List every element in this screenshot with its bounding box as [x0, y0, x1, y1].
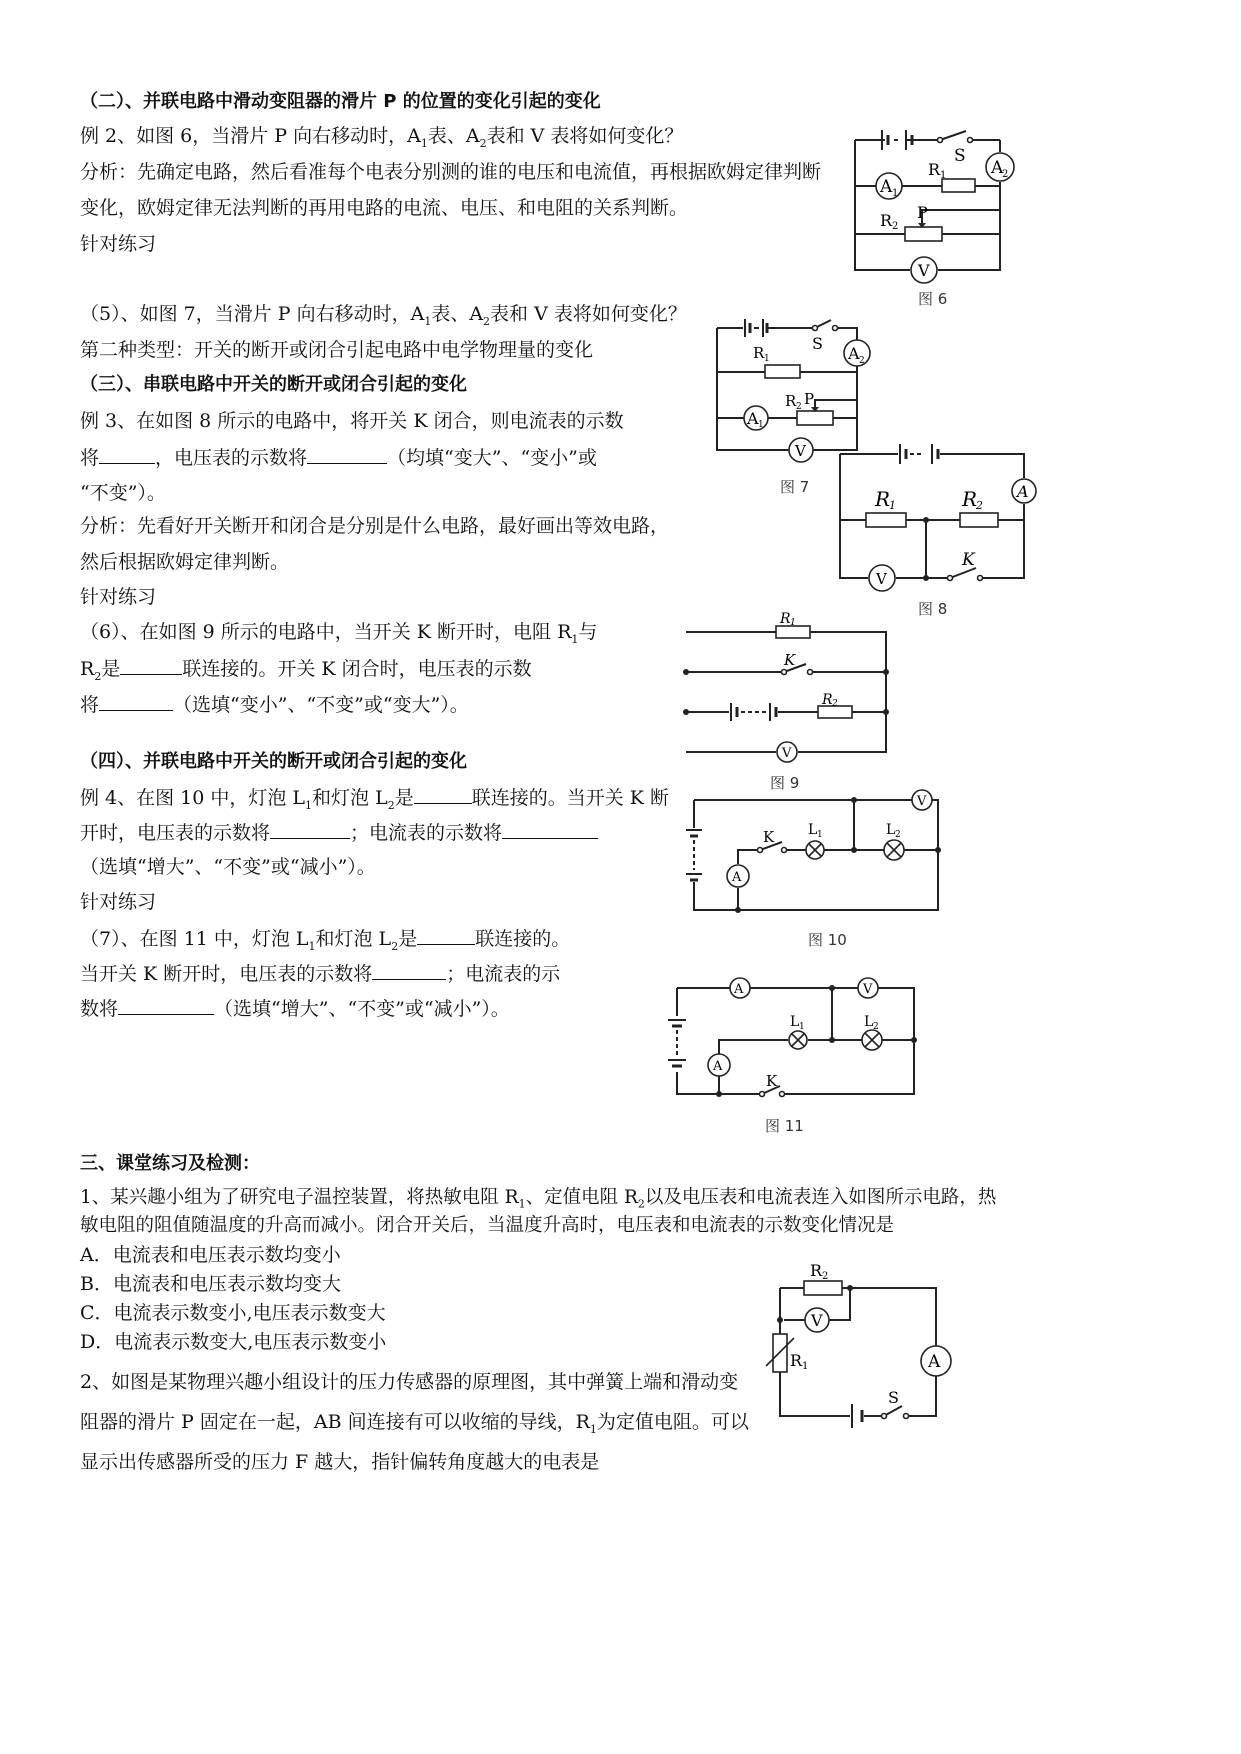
practice-label: 针对练习 — [80, 586, 157, 608]
question-5: （5）、如图 7，当滑片 P 向右移动时，$A_1$表、$A_2$表和 V 表将如何变化？ — [80, 303, 687, 328]
answer-blank[interactable] — [307, 445, 387, 464]
example-4-line-2: 开时，电压表的示数将 ；电流表的示数将 — [80, 820, 598, 845]
analysis-3-line-2: 然后根据欧姆定律判断。 — [80, 551, 290, 573]
option-c[interactable]: C．电流表示数变小,电压表示数变大 — [80, 1302, 386, 1324]
section-heading-4: （四）、并联电路中开关的断开或闭合引起的变化 — [80, 751, 467, 772]
switch-k-label: K — [763, 828, 775, 846]
answer-blank[interactable] — [99, 692, 173, 711]
question-7-line-2: 当开关 K 断开时，电压表的示数将 ；电流表的示 — [80, 963, 561, 985]
lamp-l2-label: L — [864, 1014, 874, 1030]
option-a[interactable]: A．电流表和电压表示数均变小 — [80, 1244, 341, 1266]
rheostat-r2-label: R — [880, 211, 893, 230]
rheostat-r2-label: R — [785, 392, 797, 410]
figure-6-caption: 图 6 — [918, 290, 948, 308]
resistor-r2-label: R — [962, 487, 978, 511]
exercise-1-circuit — [770, 1262, 950, 1422]
switch-k-label: K — [784, 651, 796, 669]
figure-8-circuit — [838, 440, 1038, 588]
figure-11-caption: 图 11 — [765, 1117, 804, 1135]
lamp-l1-subscript: 1 — [799, 1022, 805, 1032]
lamp-l1-subscript: 1 — [817, 830, 823, 840]
example-2: 例 2、如图 6，当滑片 P 向右移动时，$A_1$表、$A_2$表和 V 表将如何变化？ — [80, 125, 684, 150]
slider-p-label: P — [804, 390, 815, 408]
resistor-r2-subscript: 2 — [832, 699, 838, 709]
exercise-1-line-2: 敏电阻的阻值随温度的升高而减小。闭合开关后，当温度升高时，电压表和电流表的示数变化情况是 — [80, 1215, 895, 1236]
example-3-line-1: 例 3、在如图 8 所示的电路中，将开关 K 闭合，则电流表的示数 — [80, 410, 624, 432]
example-4-line-3: （选填“增大”、“不变”或“减小”）。 — [80, 856, 376, 878]
thermistor-r1-label: R — [790, 1351, 803, 1370]
answer-blank[interactable] — [270, 820, 350, 839]
resistor-r1 — [765, 365, 800, 378]
question-7-line-1: （7）、在图 11 中，灯泡 $L_1$和灯泡 $L_2$是 联连接的。 — [80, 928, 571, 953]
example-3-line-3: “不变”）。 — [80, 482, 166, 504]
analysis-line-1: 分析：先确定电路，然后看准每个电表分别测的谁的电压和电流值，再根据欧姆定律判断 — [80, 161, 822, 183]
ammeter-a1-label: A — [747, 409, 759, 428]
exercise-2-line-2: 阻器的滑片 P 固定在一起，AB 间连接有可以收缩的导线，$R_1$为定值电阻。可以 — [80, 1411, 749, 1436]
resistor-r2-label: R — [810, 1261, 823, 1280]
figure-10-caption: 图 10 — [808, 931, 847, 949]
resistor-r2 — [960, 513, 998, 527]
voltmeter-label: V — [811, 1311, 823, 1330]
answer-blank[interactable] — [414, 785, 472, 804]
example-4-line-1: 例 4、在图 10 中，灯泡 $L_1$和灯泡 $L_2$是 联连接的。当开关 K 断 — [80, 787, 670, 812]
analysis-line-2: 变化，欧姆定律无法判断的再用电路的电流、电压、和电阻的关系判断。 — [80, 197, 689, 219]
resistor-r2 — [804, 1281, 842, 1295]
answer-blank[interactable] — [118, 996, 214, 1015]
exercise-1-line-1: 1、某兴趣小组为了研究电子温控装置，将热敏电阻 $R_1$、定值电阻 $R_2$以及电压表和电流表连入如图所示电路，热 — [80, 1187, 997, 1211]
ammeter-a2-subscript: 2 — [859, 356, 865, 366]
exercise-2-line-1: 2、如图是某物理兴趣小组设计的压力传感器的原理图，其中弹簧上端和滑动变 — [80, 1371, 739, 1393]
ammeter-a2-label: A — [991, 158, 1004, 178]
lamp-l1-label: L — [808, 822, 818, 838]
question-6-line-2: $R_2$是 联连接的。开关 K 闭合时，电压表的示数 — [80, 658, 532, 683]
resistor-r1-label: R — [875, 487, 891, 511]
figure-9-circuit — [684, 612, 889, 762]
figure-9-caption: 图 9 — [770, 774, 800, 792]
answer-blank[interactable] — [372, 961, 446, 980]
resistor-r2-label: R — [822, 692, 833, 708]
ammeter-a1-subscript: 1 — [892, 188, 899, 199]
resistor-r1 — [942, 179, 975, 192]
rheostat-r2-subscript: 2 — [796, 402, 802, 412]
voltmeter-label: V — [782, 746, 792, 761]
thermistor-r1-subscript: 1 — [802, 1361, 809, 1372]
resistor-r1-subscript: 1 — [764, 354, 770, 364]
exercise-2-line-3: 显示出传感器所受的压力 F 越大，指针偏转角度越大的电表是 — [80, 1451, 600, 1473]
question-6-line-3: 将 （选填“变小”、“不变”或“变大”）。 — [80, 694, 469, 716]
switch-k-label: K — [766, 1072, 778, 1090]
resistor-r1-subscript: 1 — [889, 499, 896, 512]
slider-p-label: P — [917, 203, 928, 222]
section-heading-2: （二）、并联电路中滑动变阻器的滑片 P 的位置的变化引起的变化 — [80, 91, 601, 112]
ammeter-label: A — [1017, 482, 1029, 501]
section-heading-3: （三）、串联电路中开关的断开或闭合引起的变化 — [80, 374, 467, 395]
lamp-l2-subscript: 2 — [895, 830, 901, 840]
ammeter-label: A — [732, 870, 742, 885]
figure-7-caption: 图 7 — [780, 478, 810, 496]
voltmeter-label: V — [918, 261, 930, 280]
example-3-line-2: 将 ，电压表的示数将 （均填“变大”、“变小”或 — [80, 447, 597, 469]
resistor-r1 — [866, 513, 906, 527]
ammeter-a1-label: A — [880, 177, 893, 197]
figure-10-circuit — [686, 792, 942, 914]
voltmeter-label: V — [876, 570, 887, 588]
ammeter-a2-subscript: 2 — [1002, 169, 1009, 180]
ammeter-branch-label: A — [713, 1059, 723, 1074]
voltmeter-label: V — [863, 982, 873, 997]
lamp-l2-label: L — [886, 822, 896, 838]
answer-blank[interactable] — [417, 926, 475, 945]
figure-8-caption: 图 8 — [918, 600, 948, 618]
practice-label: 针对练习 — [80, 233, 157, 255]
question-7-line-3: 数将 （选填“增大”、“不变”或“减小”）。 — [80, 998, 510, 1020]
resistor-r2-subscript: 2 — [822, 1271, 829, 1282]
switch-s-label: S — [888, 1388, 899, 1407]
ammeter-a1-subscript: 1 — [758, 420, 764, 430]
answer-blank[interactable] — [99, 445, 155, 464]
rheostat-r2 — [797, 411, 833, 425]
voltmeter-label: V — [795, 442, 806, 460]
type-2-label: 第二种类型：开关的断开或闭合引起电路中电学物理量的变化 — [80, 339, 594, 361]
figure-11-circuit — [662, 976, 918, 1098]
figure-6-circuit — [850, 128, 1025, 278]
answer-blank[interactable] — [502, 820, 598, 839]
resistor-r1-label: R — [753, 344, 765, 362]
rheostat-r2-subscript: 2 — [892, 221, 899, 232]
lamp-l2-subscript: 2 — [873, 1022, 879, 1032]
ammeter-a2-label: A — [848, 344, 860, 363]
resistor-r1-label: R — [780, 611, 791, 627]
ammeter-top-label: A — [734, 982, 744, 997]
option-d[interactable]: D．电流表示数变大,电压表示数变小 — [80, 1331, 387, 1353]
lamp-l1-label: L — [790, 1014, 800, 1030]
practice-label: 针对练习 — [80, 891, 157, 913]
resistor-r1-subscript: 1 — [790, 618, 796, 628]
rheostat-r2 — [905, 227, 942, 241]
resistor-r1-label: R — [928, 160, 941, 179]
switch-s-label: S — [812, 334, 823, 353]
resistor-r2-subscript: 2 — [976, 499, 983, 512]
switch-k-label: K — [962, 550, 975, 570]
analysis-3-line-1: 分析：先看好开关断开和闭合是分别是什么电路，最好画出等效电路， — [80, 515, 670, 537]
section-heading-5: 三、课堂练习及检测： — [80, 1153, 260, 1174]
resistor-r1-subscript: 1 — [940, 170, 947, 181]
ammeter-label: A — [928, 1352, 941, 1372]
switch-s-label: S — [954, 146, 966, 166]
voltmeter-label: V — [917, 794, 927, 809]
answer-blank[interactable] — [120, 656, 182, 675]
question-6-line-1: （6）、在如图 9 所示的电路中，当开关 K 断开时，电阻 $R_1$与 — [80, 621, 598, 646]
option-b[interactable]: B．电流表和电压表示数均变大 — [80, 1273, 341, 1295]
